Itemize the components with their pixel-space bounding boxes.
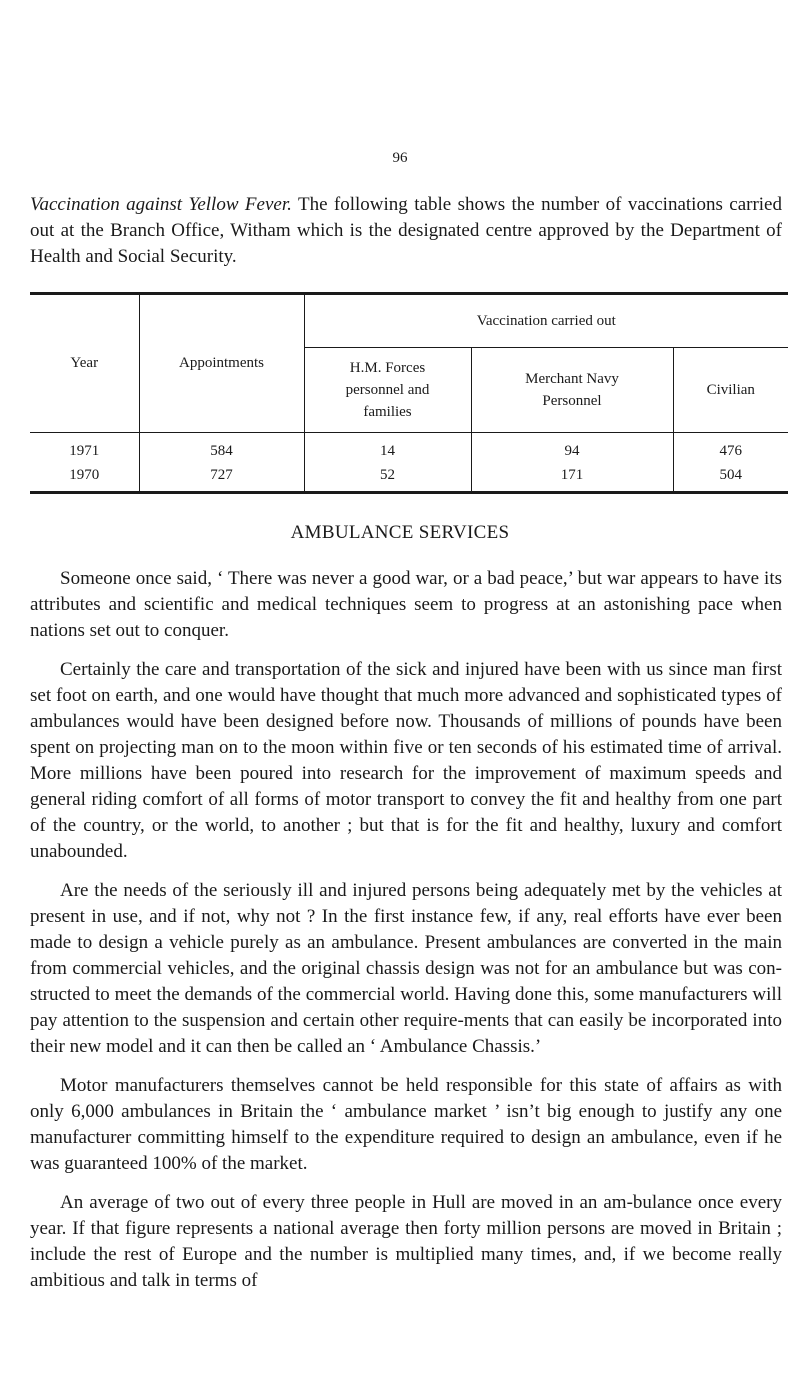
cell-appointments: 584 bbox=[139, 433, 304, 464]
header-vaccination-group: Vaccination carried out bbox=[304, 294, 788, 348]
paragraph: Motor manufacturers themselves cannot be held responsible for this state of affairs as with only 6,000 ambulances in Britain the ‘ ambulance market ’ isn’t big enough to justify any one manufacturer committing himself to the expenditure required to design an ambulance, even if he was guaranteed 100% of the market. bbox=[30, 1075, 782, 1174]
header-appointments: Appointments bbox=[139, 294, 304, 433]
body-text bbox=[30, 566, 782, 1307]
cell-forces: 52 bbox=[304, 463, 471, 493]
header-civilian: Civilian bbox=[673, 348, 788, 433]
page-number: 96 bbox=[392, 150, 408, 166]
intro-text: The following table shows the number of vaccinations carried out at the Branch Office, Witham which is the designated centre approved by the Department of Health and Social Security. bbox=[30, 194, 782, 267]
intro-lead: Vaccination against Yellow Fever. bbox=[30, 194, 292, 215]
table-row bbox=[30, 463, 788, 493]
header-navy: Merchant Navy Personnel bbox=[471, 348, 673, 433]
cell-appointments: 727 bbox=[139, 463, 304, 493]
cell-forces: 14 bbox=[304, 433, 471, 464]
vaccination-table bbox=[30, 292, 788, 494]
section-heading: AMBULANCE SERVICES bbox=[290, 522, 510, 543]
paragraph: Certainly the care and transportation of the sick and injured have been with us since man first set foot on earth, and one would have thought that much more advanced and sophisticated types of ambulances would have been designed before now. Thousands of millions of pounds have been spent on projecting man on to the moon within five or ten seconds of his estimated time of arrival. More millions have been poured into research for the improvement of maximum speeds and general riding comfort of all forms of motor transport to convey the fit and healthy from one part of the country, or the world, to another ; but that is for the fit and healthy, luxury and comfort unabounded. bbox=[30, 659, 782, 862]
intro-paragraph bbox=[30, 192, 782, 270]
paragraph: An average of two out of every three people in Hull are moved in an am-bulance once every year. If that figure represents a national average then forty million persons are moved in Britain ; include the rest of Europe and the number is multiplied many times, and, if we become really ambitious and talk in terms of bbox=[30, 1192, 782, 1291]
paragraph: Are the needs of the seriously ill and injured persons being adequately met by the vehicles at present in use, and if not, why not ? In the first instance few, if any, real efforts have ever been made to design a vehicle purely as an ambulance. Present ambulances are converted in the main from commercial vehicles, and the original chassis design was not for an ambulance but was con-structed to meet the demands of the commercial world. Having done this, some manufacturers will pay attention to the suspension and certain other require-ments that can easily be incorporated into their new model and it can then be called an ‘ Ambulance Chassis.’ bbox=[30, 880, 782, 1057]
cell-year: 1970 bbox=[30, 463, 139, 493]
header-forces: H.M. Forces personnel and families bbox=[304, 348, 471, 433]
cell-navy: 171 bbox=[471, 463, 673, 493]
header-year: Year bbox=[30, 294, 139, 433]
paragraph: Someone once said, ‘ There was never a good war, or a bad peace,’ but war appears to have its attributes and scientific and medical techniques seem to progress at an astonishing pace when nations set out to conquer. bbox=[30, 568, 782, 641]
cell-navy: 94 bbox=[471, 433, 673, 464]
table-row bbox=[30, 433, 788, 464]
cell-civilian: 476 bbox=[673, 433, 788, 464]
cell-year: 1971 bbox=[69, 443, 100, 459]
cell-civilian: 504 bbox=[673, 463, 788, 493]
